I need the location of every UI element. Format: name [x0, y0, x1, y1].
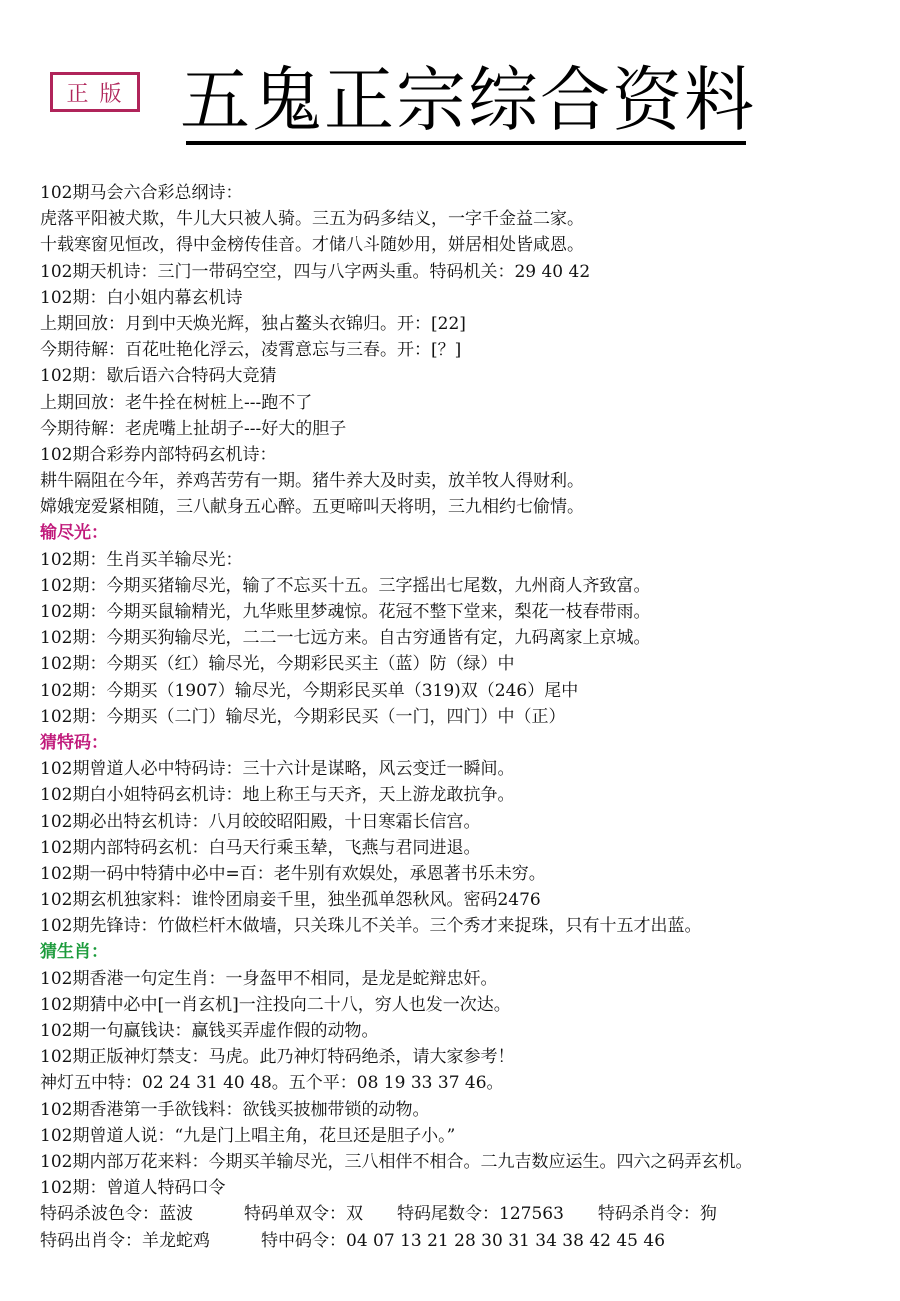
text-line: 特码出肖令：羊龙蛇鸡 特中码令：04 07 13 21 28 30 31 34 38 42 45 46 — [40, 1230, 666, 1251]
text-line: 102期白小姐特码玄机诗：地上称王与天齐，天上游龙敢抗争。 — [40, 785, 515, 806]
document-body — [40, 180, 890, 1254]
text-line: 今期待解：老虎嘴上扯胡子---好大的胆子 — [40, 418, 347, 439]
text-line: 102期内部特码玄机：白马天行乘玉辇，飞燕与君同进退。 — [40, 837, 481, 858]
text-line: 102期内部万花来料：今期买羊输尽光，三八相伴不相合。二九吉数应运生。四六之码弄玄机。 — [40, 1151, 753, 1172]
text-line: 102期必出特玄机诗：八月皎皎昭阳殿，十日寒霜长信宫。 — [40, 811, 481, 832]
text-line: 102期：今期买狗输尽光，二二一七远方来。自古穷通皆有定，九码离家上京城。 — [40, 628, 651, 649]
text-line: 102期一码中特猜中必中=百：老牛别有欢娱处，承恩著书乐未穷。 — [40, 863, 546, 884]
text-line: 102期：歇后语六合特码大竞猜 — [40, 366, 277, 387]
text-line: 102期：曾道人特码口令 — [40, 1178, 226, 1199]
text-line: 102期曾道人说：“九是门上唱主角，花旦还是胆子小。” — [40, 1125, 456, 1146]
text-line: 102期：今期买（二门）输尽光，今期彩民买（一门，四门）中（正） — [40, 706, 566, 727]
text-line: 102期：今期买（红）输尽光，今期彩民买主（蓝）防（绿）中 — [40, 654, 515, 675]
text-line: 102期：今期买猪输尽光，输了不忘买十五。三字摇出七尾数，九州商人齐致富。 — [40, 575, 651, 596]
text-line: 102期：今期买鼠输精光，九华账里梦魂惊。花冠不整下堂来，梨花一枝春带雨。 — [40, 602, 651, 622]
text-line: 上期回放：月到中天焕光辉，独占鳌头衣锦归。开：[22] — [40, 313, 466, 334]
title-underline — [186, 141, 746, 145]
text-line: 特码杀波色令：蓝波 特码单双令：双 特码尾数令：127563 特码杀肖令：狗 — [40, 1204, 717, 1225]
text-line: 102期：生肖买羊输尽光： — [40, 549, 243, 570]
text-line: 耕牛隔阻在今年，养鸡苦劳有一期。猪牛养大及时卖，放羊牧人得财利。 — [40, 471, 584, 492]
text-line: 102期：白小姐内幕玄机诗 — [40, 287, 243, 308]
text-line: 102期先锋诗：竹做栏杆木做墙，只关珠儿不关羊。三个秀才来捉珠，只有十五才出蓝。 — [40, 916, 702, 937]
section-heading: 输尽光： — [40, 523, 108, 544]
text-line: 102期正版神灯禁支：马虎。此乃神灯特码绝杀，请大家参考！ — [40, 1047, 515, 1068]
text-line: 虎落平阳被犬欺，牛儿大只被人骑。三五为码多结义，一字千金益二家。 — [40, 209, 584, 230]
authentic-badge — [50, 72, 140, 112]
text-line: 十载寒窗见恒改，得中金榜传佳音。才储八斗随妙用，姘居相处皆咸恩。 — [40, 235, 584, 256]
text-line: 102期玄机独家料：谁怜团扇妾千里，独坐孤单怨秋风。密码2476 — [40, 890, 541, 911]
text-line: 102期香港第一手欲钱料：欲钱买披枷带锁的动物。 — [40, 1099, 430, 1120]
section-heading: 猜生肖： — [40, 942, 108, 963]
text-line: 102期：今期买（1907）输尽光，今期彩民买单（319)双（246）尾中 — [40, 680, 579, 701]
text-line: 今期待解：百花吐艳化浮云，凌霄意忘与三春。开：[？] — [40, 340, 462, 361]
text-line: 神灯五中特：02 24 31 40 48。五个平：08 19 33 37 46。 — [40, 1073, 504, 1094]
text-line: 102期猜中必中[一肖玄机]一注投向二十八，穷人也发一次达。 — [40, 994, 511, 1015]
text-line: 102期天机诗：三门一带码空空，四与八字两头重。特码机关：29 40 42 — [40, 261, 591, 282]
text-line: 102期马会六合彩总纲诗： — [40, 183, 243, 203]
text-line: 102期合彩券内部特码玄机诗： — [40, 444, 277, 465]
text-line: 上期回放：老牛拴在树桩上---跑不了 — [40, 392, 313, 413]
text-line: 102期曾道人必中特码诗：三十六计是谋略，风云变迁一瞬间。 — [40, 759, 515, 780]
page-title: 五鬼正宗综合资料 — [180, 59, 756, 141]
section-heading: 猜特码： — [40, 732, 108, 753]
text-line: 102期香港一句定生肖：一身盔甲不相同，是龙是蛇辩忠奸。 — [40, 968, 498, 989]
badge-label: 正 版 — [66, 81, 124, 107]
text-line: 嫦娥宠爱紧相随，三八献身五心醉。五更啼叫天将明，三九相约七偷情。 — [40, 497, 584, 518]
text-line: 102期一句赢钱诀：赢钱买弄虚作假的动物。 — [40, 1021, 379, 1041]
